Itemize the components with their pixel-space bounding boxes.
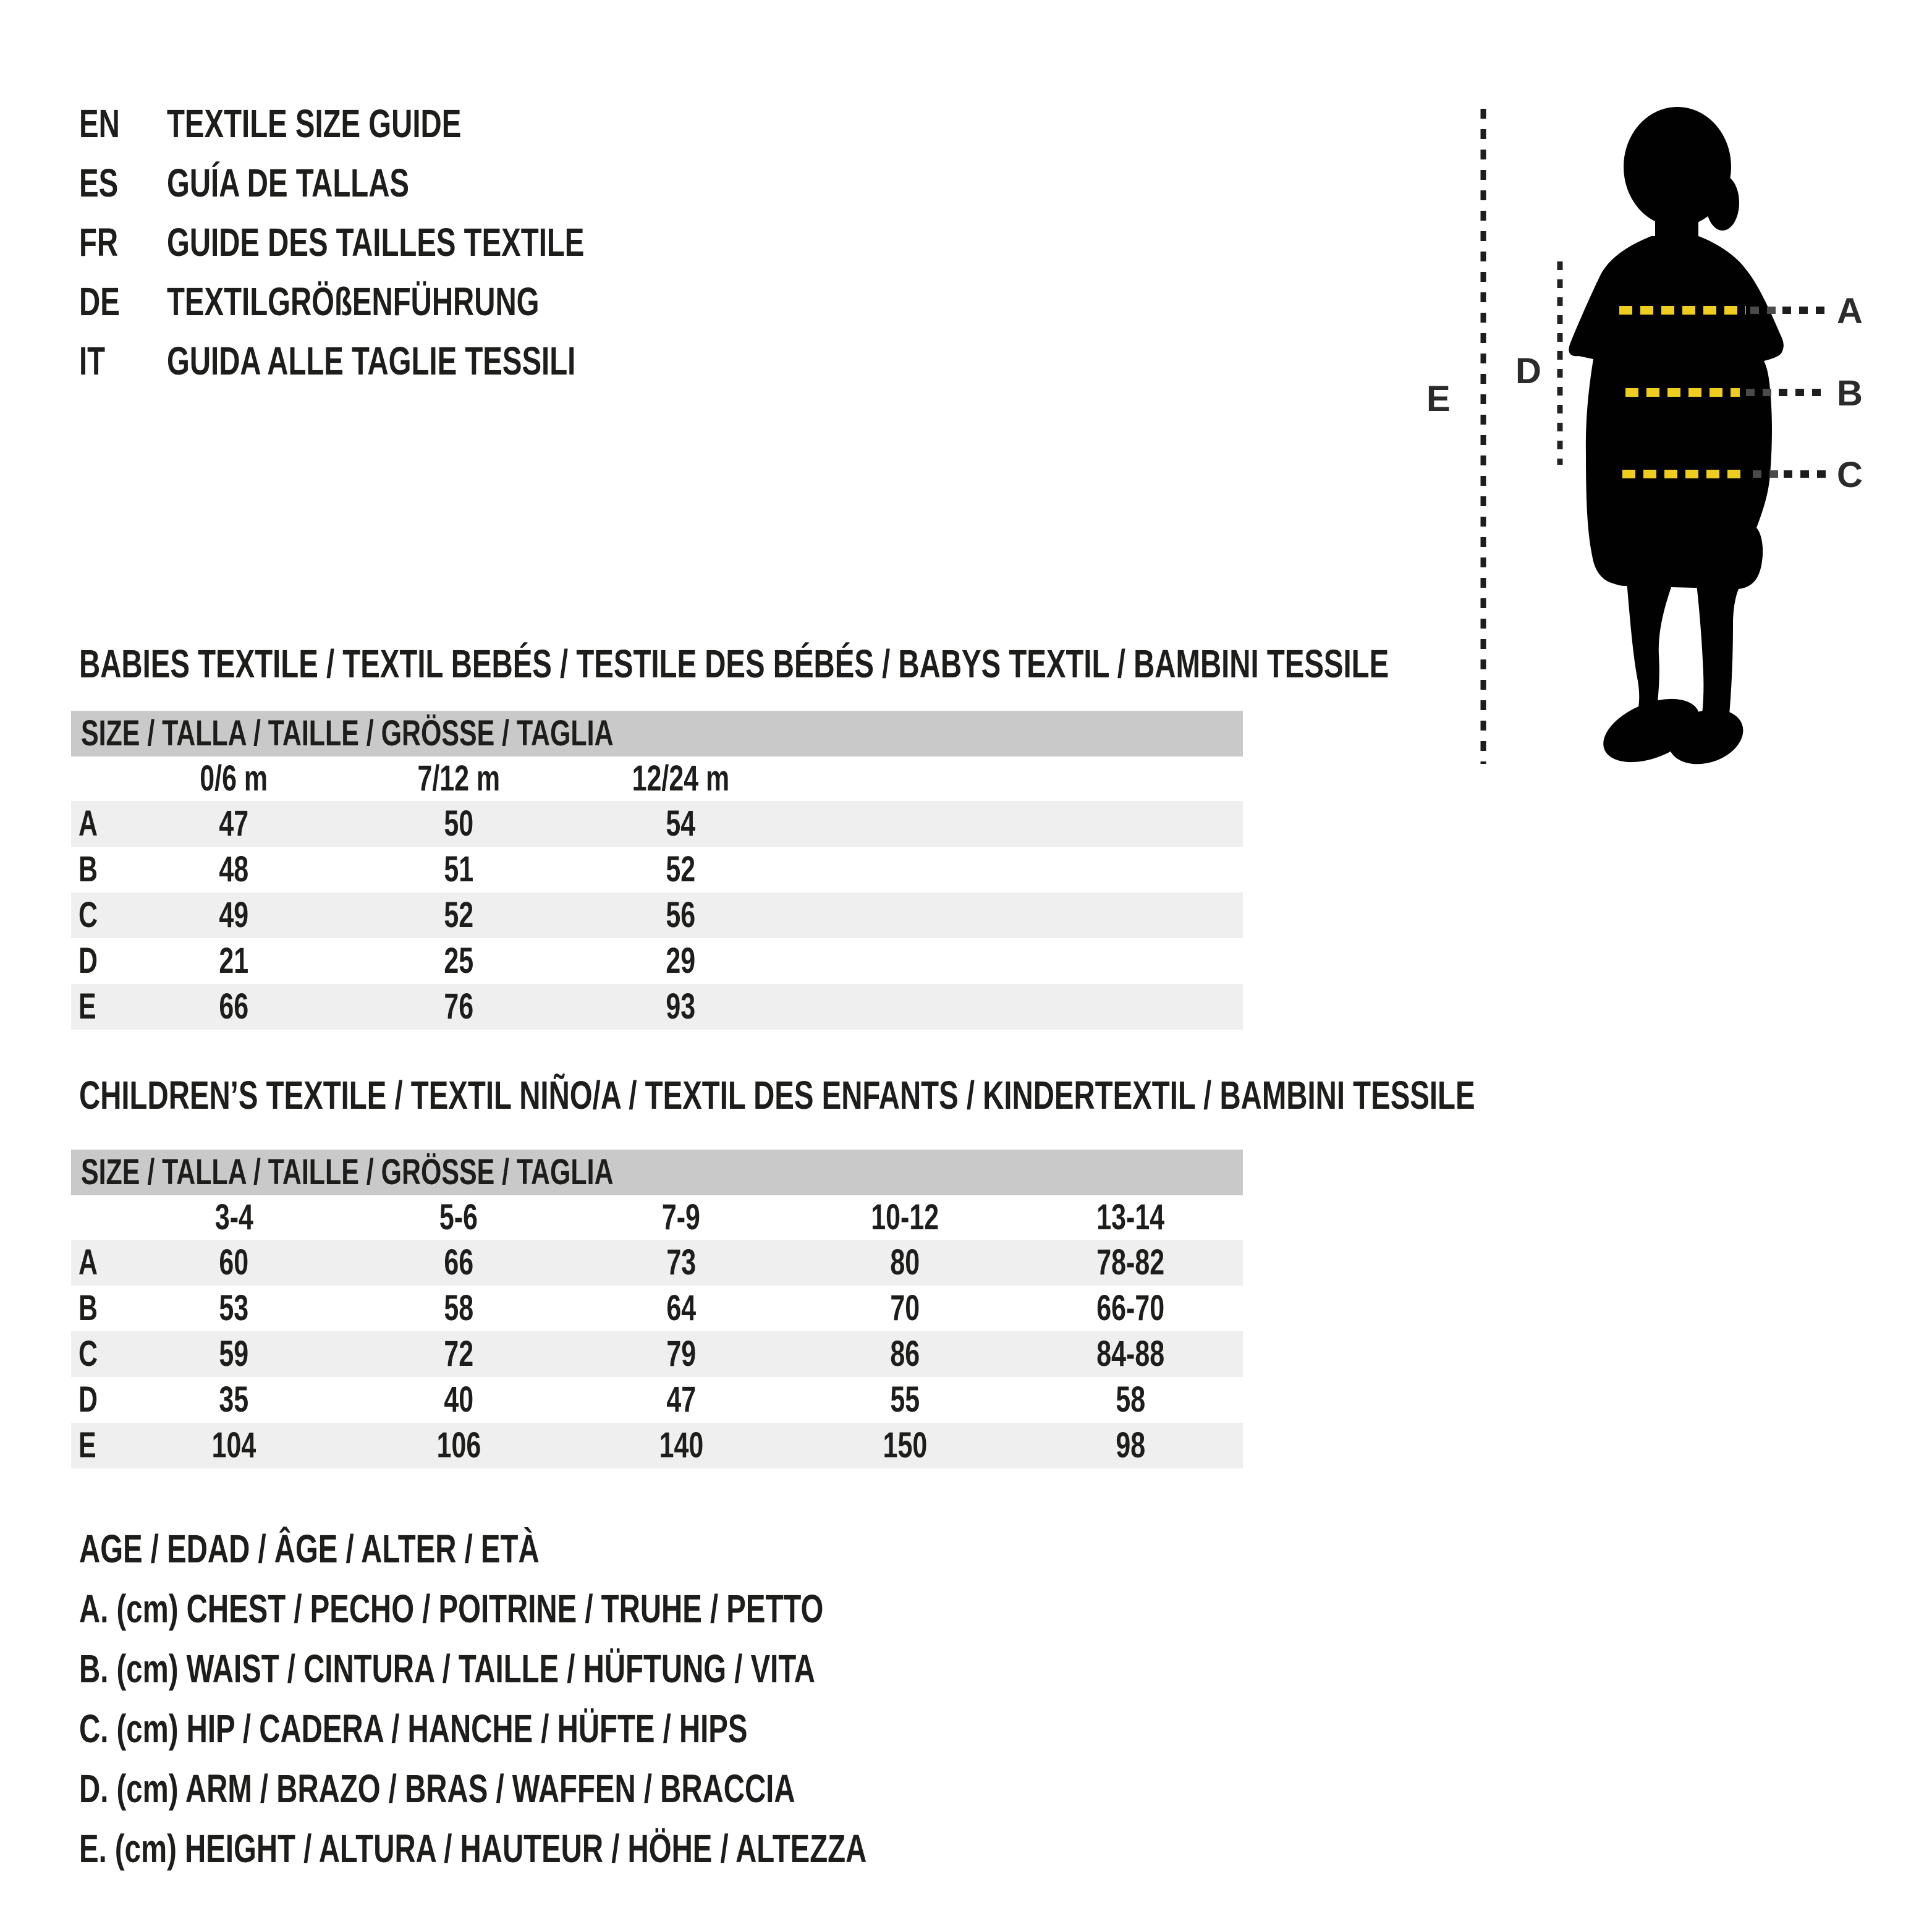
language-code <box>79 213 167 272</box>
language-title-text: TEXTILE SIZE GUIDE <box>167 101 462 146</box>
value-cell <box>347 1423 570 1468</box>
value-text: 73 <box>666 1242 696 1282</box>
value-text: 64 <box>666 1288 696 1328</box>
value-cell <box>347 1331 570 1377</box>
value-cell <box>792 1240 1018 1286</box>
column-header-text: 10-12 <box>871 1197 939 1237</box>
language-code-text: EN <box>79 101 120 146</box>
value-text: 52 <box>444 895 473 935</box>
language-title <box>167 272 731 331</box>
value-cell <box>347 801 570 847</box>
column-header-row <box>71 1195 1243 1240</box>
value-text: 98 <box>1116 1425 1145 1465</box>
value-cell <box>570 1331 792 1377</box>
value-cell <box>121 1377 347 1423</box>
row-label <box>71 1377 121 1423</box>
value-text: 76 <box>444 986 473 1027</box>
value-cell <box>570 1240 792 1286</box>
column-header-cell <box>792 1195 1018 1240</box>
row-label <box>71 847 121 892</box>
babies-section-title <box>79 642 1849 686</box>
value-text: 140 <box>659 1425 703 1465</box>
table-row <box>71 1423 1243 1468</box>
value-cell <box>792 1377 1018 1423</box>
children-section-title <box>79 1073 1932 1117</box>
row-label-text: C <box>78 1334 98 1374</box>
value-text: 66-70 <box>1096 1288 1164 1328</box>
legend-line <box>79 1579 1143 1639</box>
value-text: 50 <box>444 803 473 844</box>
value-cell <box>570 938 791 984</box>
row-label-text: E <box>78 1425 96 1465</box>
row-label <box>71 892 121 938</box>
value-text: 70 <box>890 1288 920 1328</box>
value-cell <box>570 1377 792 1423</box>
column-header-text: 7-9 <box>661 1197 701 1237</box>
language-title <box>167 94 731 153</box>
column-header-text: 5-6 <box>439 1197 478 1237</box>
column-header-text: 3-4 <box>214 1197 253 1237</box>
language-title <box>167 331 731 391</box>
language-code-text: IT <box>79 339 106 383</box>
row-label-text: C <box>78 895 98 935</box>
value-cell <box>1018 1240 1243 1286</box>
table-row <box>71 892 1243 938</box>
value-text: 49 <box>219 895 249 935</box>
value-cell <box>792 1331 1018 1377</box>
column-header-text: 7/12 m <box>417 758 500 799</box>
row-label-text: E <box>78 986 96 1027</box>
language-code <box>79 272 167 331</box>
language-title-text: TEXTILGRÖßENFÜHRUNG <box>167 279 540 324</box>
value-cell <box>1018 1423 1243 1468</box>
language-title-text: GUIDA ALLE TAGLIE TESSILI <box>167 339 576 383</box>
value-cell <box>121 892 347 938</box>
value-cell <box>121 801 347 847</box>
value-cell <box>792 1286 1018 1331</box>
row-label-text: B <box>78 849 98 889</box>
value-cell <box>347 847 570 892</box>
column-header-cell <box>570 1195 792 1240</box>
legend-line-text: C. (cm) HIP / CADERA / HANCHE / HÜFTE / HIPS <box>79 1706 748 1751</box>
table-row <box>71 1286 1243 1331</box>
value-text: 29 <box>666 941 695 981</box>
table-row <box>71 1240 1243 1286</box>
value-cell <box>121 1240 347 1286</box>
value-cell <box>121 984 347 1030</box>
children-section-title-text: CHILDREN’S TEXTILE / TEXTIL NIÑO/A / TEXTIL DES ENFANTS / KINDERTEXTIL / BAMBINI TESSILE <box>79 1073 1475 1117</box>
value-cell <box>570 847 791 892</box>
row-label-text: A <box>78 1242 98 1282</box>
value-cell <box>121 1286 347 1331</box>
language-title-text: GUÍA DE TALLAS <box>167 161 410 205</box>
row-label-text: B <box>78 1288 98 1328</box>
value-text: 66 <box>219 986 249 1027</box>
figure-label-c: C <box>1837 455 1863 495</box>
value-text: 52 <box>666 849 695 889</box>
value-text: 47 <box>666 1379 696 1420</box>
language-code <box>79 94 167 153</box>
value-text: 56 <box>666 895 695 935</box>
value-text: 72 <box>444 1334 473 1374</box>
value-cell <box>121 847 347 892</box>
legend-line <box>79 1519 1143 1579</box>
size-header-bar <box>71 1150 1243 1195</box>
column-header-row <box>71 756 1243 801</box>
column-header-cell <box>347 1195 570 1240</box>
row-label-text: D <box>78 941 98 981</box>
language-row <box>79 153 731 213</box>
value-cell <box>347 1377 570 1423</box>
value-text: 58 <box>1116 1379 1145 1420</box>
legend-line-text: B. (cm) WAIST / CINTURA / TAILLE / HÜFTUNG / VITA <box>79 1646 815 1691</box>
value-text: 25 <box>444 941 473 981</box>
figure-label-d: D <box>1515 351 1541 391</box>
measurement-legend <box>79 1519 1143 1879</box>
value-cell <box>347 892 570 938</box>
value-text: 53 <box>219 1288 249 1328</box>
row-label <box>71 1286 121 1331</box>
value-cell <box>121 1331 347 1377</box>
row-label <box>71 1331 121 1377</box>
table-row <box>71 984 1243 1030</box>
row-label-text: D <box>78 1379 98 1420</box>
row-label <box>71 801 121 847</box>
size-header-bar-text: SIZE / TALLA / TAILLE / GRÖSSE / TAGLIA <box>81 713 614 753</box>
language-title-text: GUIDE DES TAILLES TEXTILE <box>167 220 585 265</box>
value-text: 60 <box>219 1242 249 1282</box>
legend-line-text: D. (cm) ARM / BRAZO / BRAS / WAFFEN / BRACCIA <box>79 1766 795 1811</box>
value-cell <box>121 1423 347 1468</box>
value-text: 86 <box>890 1334 920 1374</box>
figure-label-a: A <box>1837 291 1863 331</box>
row-label <box>71 1423 121 1468</box>
figure-label-b: B <box>1837 373 1863 413</box>
value-text: 54 <box>666 803 695 844</box>
table-row <box>71 1377 1243 1423</box>
value-cell <box>347 1286 570 1331</box>
value-text: 80 <box>890 1242 920 1282</box>
language-row <box>79 213 731 272</box>
row-label <box>71 1240 121 1286</box>
language-code <box>79 331 167 391</box>
column-header-cell <box>1018 1195 1243 1240</box>
value-cell <box>1018 1286 1243 1331</box>
value-text: 84-88 <box>1096 1334 1164 1374</box>
value-cell <box>121 938 347 984</box>
column-header-cell <box>121 756 347 801</box>
value-text: 104 <box>211 1425 256 1465</box>
language-code <box>79 153 167 213</box>
column-header-text: 0/6 m <box>200 758 268 799</box>
value-text: 48 <box>219 849 249 889</box>
value-cell <box>1018 1331 1243 1377</box>
value-text: 66 <box>444 1242 473 1282</box>
value-text: 150 <box>883 1425 928 1465</box>
legend-line <box>79 1819 1143 1879</box>
value-text: 21 <box>219 941 249 981</box>
babies-section-title-text: BABIES TEXTILE / TEXTIL BEBÉS / TESTILE DES BÉBÉS / BABYS TEXTIL / BAMBINI TESSILE <box>79 642 1389 686</box>
column-header-cell <box>347 756 570 801</box>
children-size-table <box>71 1150 1243 1468</box>
legend-line <box>79 1699 1143 1759</box>
value-cell <box>792 1423 1018 1468</box>
value-text: 79 <box>666 1334 696 1374</box>
legend-line-text: A. (cm) CHEST / PECHO / POITRINE / TRUHE / PETTO <box>79 1587 824 1631</box>
legend-line-text: E. (cm) HEIGHT / ALTURA / HAUTEUR / HÖHE / ALTEZZA <box>79 1826 867 1871</box>
row-label-text: A <box>78 803 98 844</box>
language-row <box>79 94 731 153</box>
value-cell <box>570 801 791 847</box>
size-header-bar-text: SIZE / TALLA / TAILLE / GRÖSSE / TAGLIA <box>81 1152 614 1192</box>
table-row <box>71 1331 1243 1377</box>
value-cell <box>1018 1377 1243 1423</box>
legend-line <box>79 1759 1143 1819</box>
value-text: 58 <box>444 1288 473 1328</box>
column-header-text: 12/24 m <box>632 758 729 799</box>
language-code-text: ES <box>79 161 119 205</box>
table-row <box>71 847 1243 892</box>
value-text: 40 <box>444 1379 473 1420</box>
legend-line <box>79 1639 1143 1699</box>
value-text: 78-82 <box>1096 1242 1164 1282</box>
value-cell <box>347 984 570 1030</box>
value-text: 93 <box>666 986 695 1027</box>
row-label <box>71 938 121 984</box>
value-cell <box>570 1423 792 1468</box>
value-text: 47 <box>219 803 249 844</box>
value-cell <box>570 984 791 1030</box>
value-cell <box>570 1286 792 1331</box>
value-cell <box>570 892 791 938</box>
size-header-bar <box>71 711 1243 756</box>
value-cell <box>347 1240 570 1286</box>
language-title <box>167 153 731 213</box>
legend-line-text: AGE / EDAD / ÂGE / ALTER / ETÀ <box>79 1527 540 1571</box>
column-header-text: 13-14 <box>1096 1197 1164 1237</box>
value-text: 106 <box>436 1425 481 1465</box>
language-code-text: FR <box>79 220 119 265</box>
language-title <box>167 213 731 272</box>
table-row <box>71 938 1243 984</box>
column-header-cell <box>570 756 791 801</box>
value-text: 59 <box>219 1334 249 1374</box>
value-text: 55 <box>890 1379 920 1420</box>
value-text: 35 <box>219 1379 249 1420</box>
value-cell <box>347 938 570 984</box>
language-row <box>79 331 731 391</box>
value-text: 51 <box>444 849 473 889</box>
column-header-cell <box>121 1195 347 1240</box>
language-row <box>79 272 731 331</box>
figure-label-e: E <box>1426 379 1451 419</box>
row-label <box>71 984 121 1030</box>
table-row <box>71 801 1243 847</box>
language-header-block <box>79 94 731 391</box>
babies-size-table <box>71 711 1243 1030</box>
language-code-text: DE <box>79 279 120 324</box>
